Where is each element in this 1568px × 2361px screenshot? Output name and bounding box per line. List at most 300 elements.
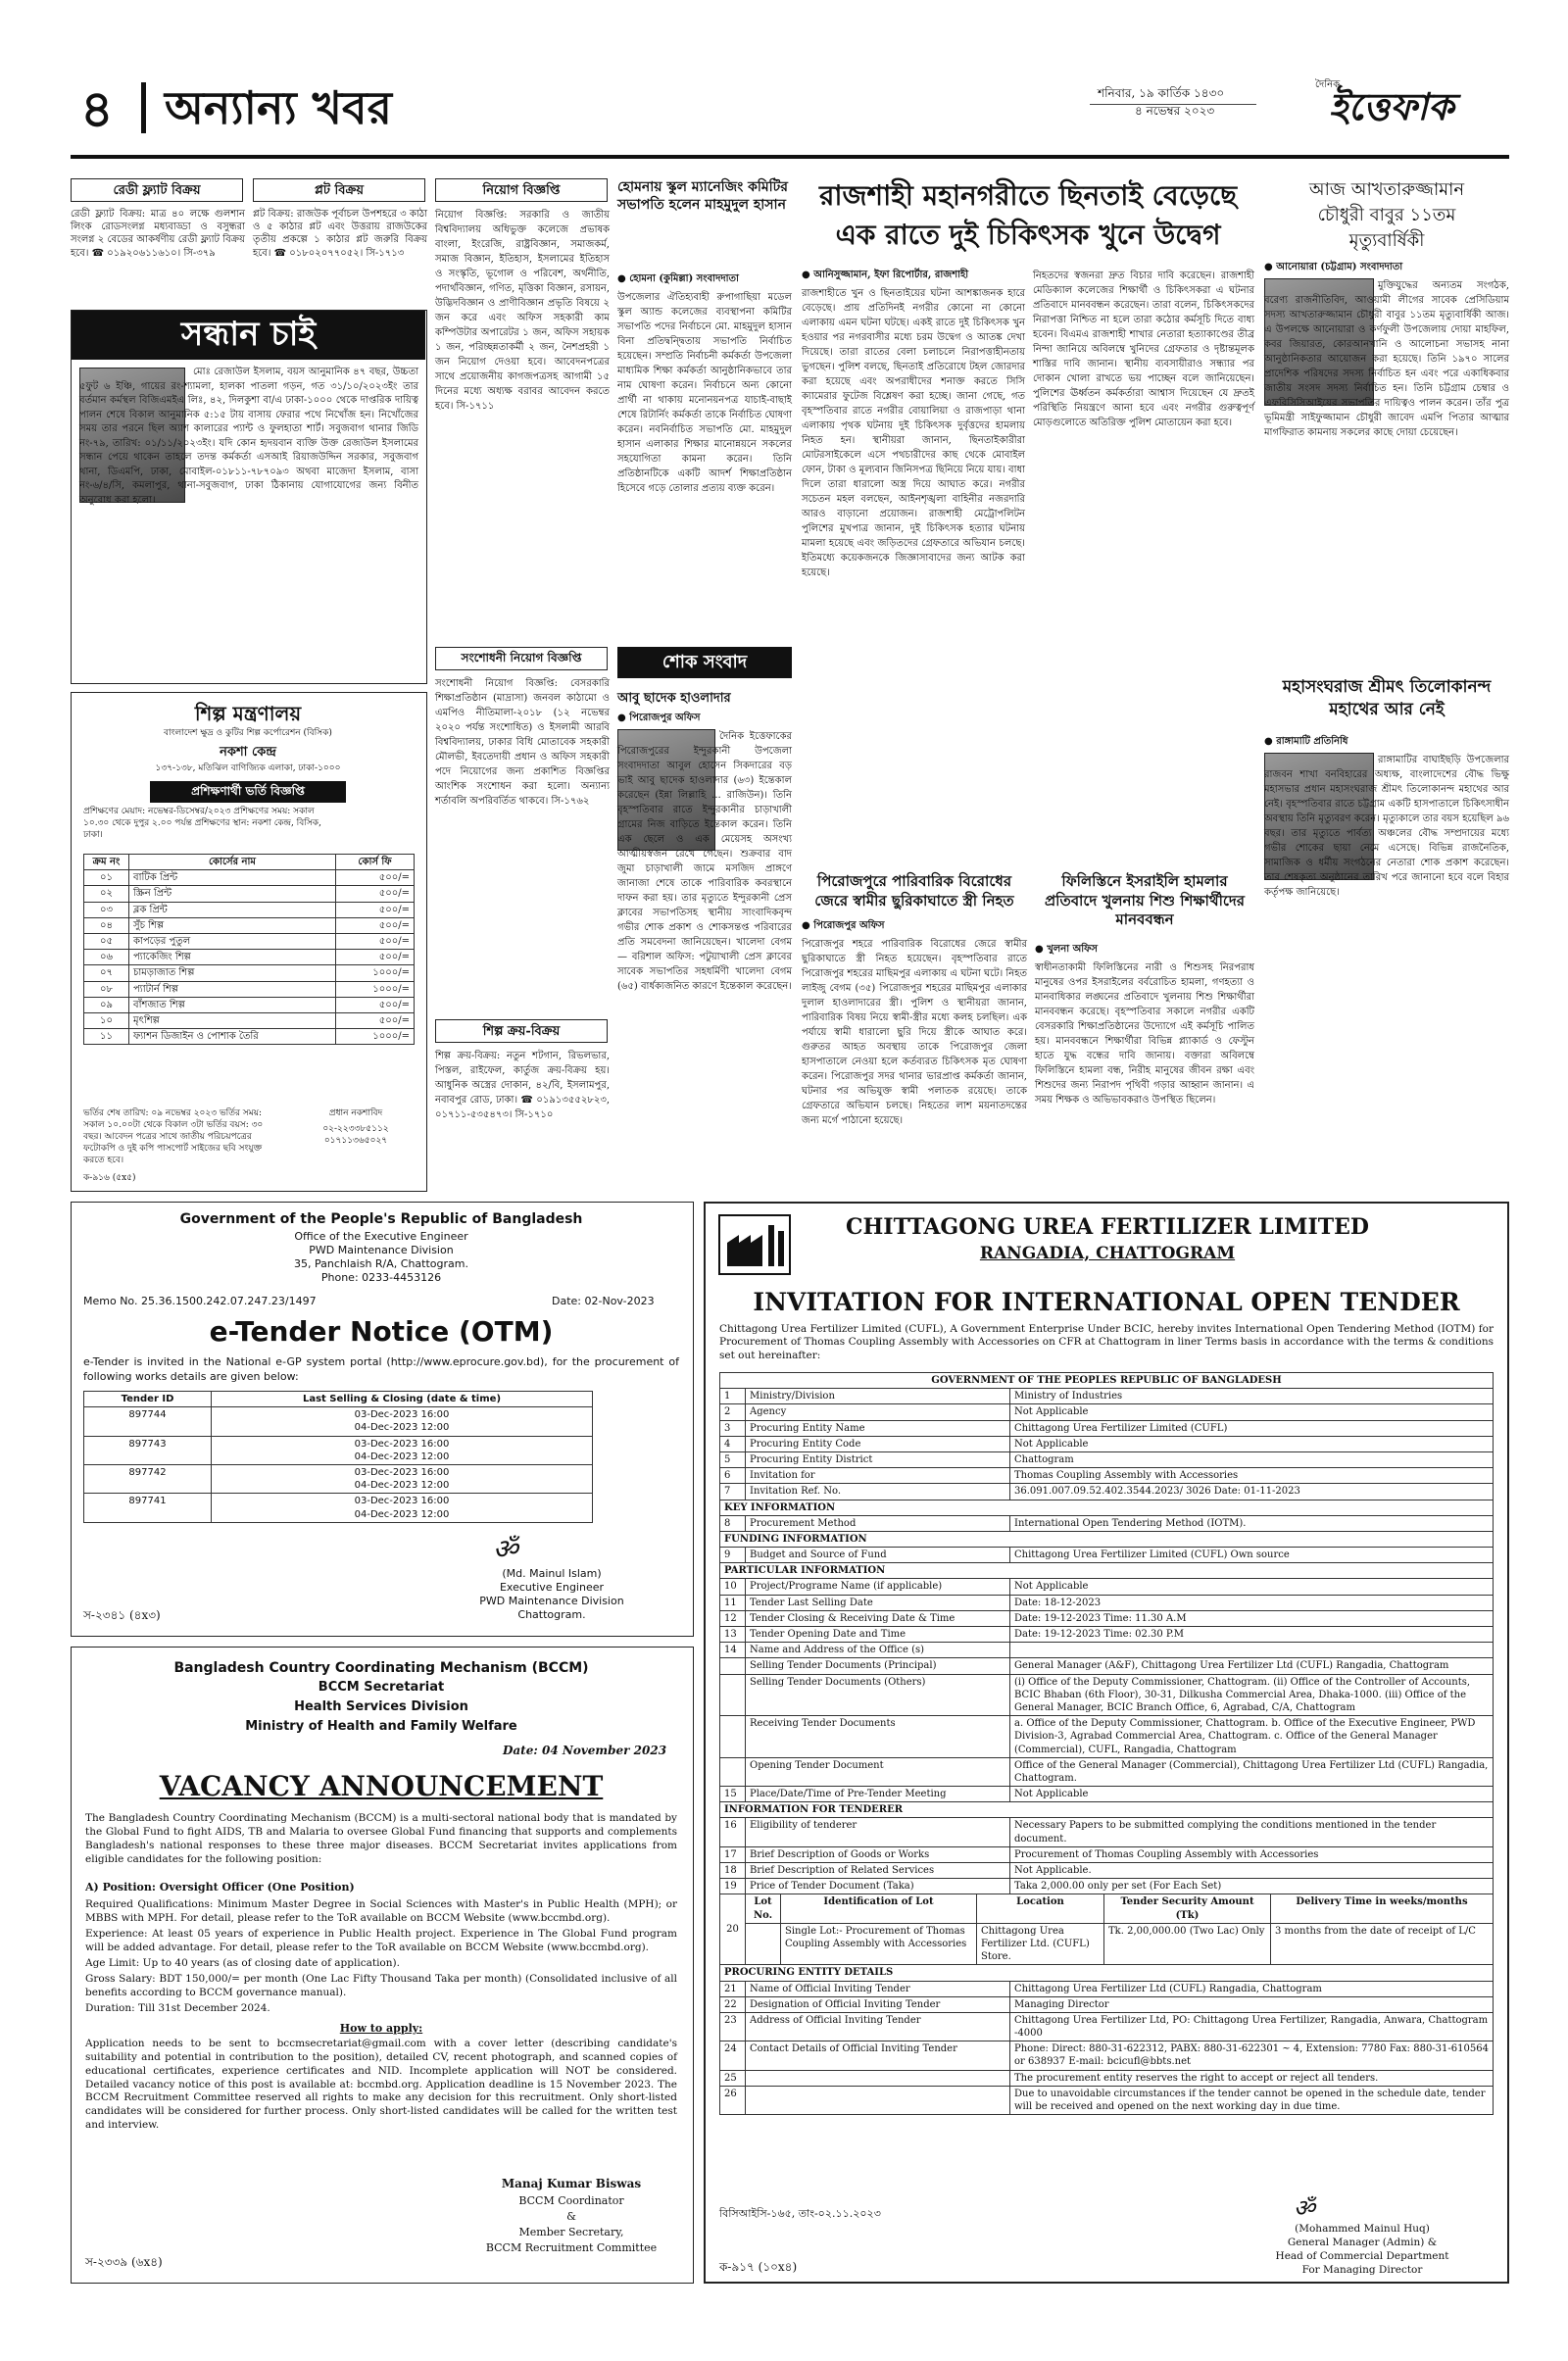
arms-shop-ad bbox=[435, 1019, 610, 1192]
table-row bbox=[720, 1627, 1494, 1643]
bccm-ministry: Ministry of Health and Family Welfare bbox=[245, 1719, 517, 1734]
obituary bbox=[617, 647, 792, 1192]
table-cell: মৃৎশিল্প bbox=[129, 1012, 336, 1028]
table-cell: Procuring Entity District bbox=[746, 1451, 1010, 1467]
wanted-notice bbox=[71, 310, 427, 684]
table-row bbox=[720, 2070, 1494, 2086]
rajshahi-article bbox=[802, 178, 1254, 861]
table-row bbox=[84, 1029, 415, 1045]
homna-byline: ● হোমনা (কুমিল্লা) সংবাদদাতা bbox=[617, 273, 739, 284]
cufl-tenderer: INFORMATION FOR TENDERER bbox=[720, 1802, 1494, 1818]
table-row bbox=[84, 997, 415, 1012]
table-cell: ৫০০/= bbox=[336, 1012, 415, 1028]
bccm-intro: The Bangladesh Country Coordinating Mechanism (BCCM) is a multi-sectoral national body that is mandated by the Global Fund to fight AIDS, TB and Malaria to oversee Global Fund financing that supports and complements Bangladesh's national responses to these three major diseases. BCCM Secretariat invites applications from eligible candidates for the following position: bbox=[85, 1812, 677, 1865]
cufl-table-gov bbox=[719, 1372, 1494, 1894]
masthead-rule bbox=[71, 155, 1509, 159]
table-cell: ০৮ bbox=[84, 981, 129, 997]
tender-closing-date: 04-Dec-2023 12:00 bbox=[354, 1422, 450, 1434]
anniversary-body: মুক্তিযুদ্ধের অন্যতম সংগঠক, বরেণ্য রাজনীতিবিদ, আওয়ামী লীগের সাবেক প্রেসিডিয়াম সদস্য আখতারুজ্জামান চৌধুরী বাবুর ১১তম মৃত্যুবার্ষিকী আজ। এ উপলক্ষে আনোয়ারা ও কর্ণফুলী উপজেলায় দোয়া মাহফিল, কবর জিয়ারত, কোরআনখানি ও আলোচনা সভাসহ নানা আনুষ্ঠানিকতার আয়োজন করা হয়েছে। তিনি ১৯৭০ সালের প্রাদেশিক পরিষদের সদস্য নির্বাচিত হন এবং পরে একাধিকবার জাতীয় সংসদ সদস্য নির্বাচিত হন। তিনি চট্টগ্রাম চেম্বার ও এফবিসিসিআইয়ের সভাপতির দায়িত্বও পালন করেন। তাঁর পুত্র ভূমিমন্ত্রী সাইফুজ্জামান চৌধুরী জাবেদ এমপি পিতার আত্মার মাগফিরাত কামনায় সকলের কাছে দোয়া চেয়েছেন। bbox=[1264, 280, 1509, 438]
table-cell: ১০ bbox=[84, 1012, 129, 1028]
table-cell: প্যাকেজিং শিল্প bbox=[129, 950, 336, 965]
cufl-lot-col-no: Lot No. bbox=[746, 1894, 781, 1923]
table-cell bbox=[720, 1716, 746, 1758]
table-cell: 21 bbox=[720, 1981, 746, 1996]
job-ad bbox=[435, 178, 610, 639]
cufl-entity: PROCURING ENTITY DETAILS bbox=[720, 1965, 1494, 1981]
cufl-funding: FUNDING INFORMATION bbox=[720, 1531, 1494, 1547]
table-cell: ০৬ bbox=[84, 950, 129, 965]
khulna-byline: ● খুলনা অফিস bbox=[1035, 944, 1099, 955]
table-cell: Managing Director bbox=[1010, 1996, 1494, 2012]
cufl-place: RANGADIA, CHATTOGRAM bbox=[979, 1244, 1236, 1263]
otm-tender-notice bbox=[71, 1202, 694, 1637]
table-cell: ৫০০/= bbox=[336, 870, 415, 886]
table-cell: চামড়াজাত শিল্প bbox=[129, 965, 336, 981]
cufl-key: KEY INFORMATION bbox=[720, 1500, 1494, 1515]
table-row bbox=[84, 965, 415, 981]
tender-selling-date: 03-Dec-2023 16:00 bbox=[354, 1409, 450, 1421]
table-cell: ৫০০/= bbox=[336, 902, 415, 917]
table-cell: ৫০০/= bbox=[336, 997, 415, 1012]
pirojpur-body: পিরোজপুর শহরে পারিবারিক বিরোধের জেরে স্বামীর ছুরিকাঘাতে স্ত্রী নিহত হয়েছেন। বৃহস্পতিবার রাতে পিরোজপুর শহরের মাছিমপুর এলাকায় এ ঘটনা ঘটে। নিহত লাইজু বেগম (৩৫) পিরোজপুর শহরের মাছিমপুর এলাকার দুলাল হাওলাদারের স্ত্রী। পুলিশ ও স্থানীয়রা জানান, পারিবারিক বিষয় নিয়ে স্বামী-স্ত্রীর মধ্যে কলহ চলছিল। এক পর্যায়ে স্বামী ধারালো ছুরি দিয়ে স্ত্রীকে আঘাত করে। গুরুতর আহত অবস্থায় তাকে পিরোজপুর জেলা হাসপাতালে নেওয়া হলে কর্তব্যরত চিকিৎসক মৃত ঘোষণা করেন। পিরোজপুর সদর থানার ভারপ্রাপ্ত কর্মকর্তা জানান, ঘটনার পর অভিযুক্ত স্বামী পলাতক রয়েছে। তাকে গ্রেফতারে অভিযান চলছে। নিহতের লাশ ময়নাতদন্তের জন্য মর্গে পাঠানো হয়েছে। bbox=[802, 939, 1027, 1126]
table-cell: Not Applicable bbox=[1010, 1787, 1494, 1802]
anniversary-article bbox=[1264, 178, 1509, 666]
table-cell: ৫০০/= bbox=[336, 886, 415, 902]
obituary-byline: ● পিরোজপুর অফিস bbox=[617, 713, 701, 723]
table-cell: 14 bbox=[720, 1643, 746, 1658]
table-cell: 8 bbox=[720, 1515, 746, 1531]
table-row bbox=[720, 1879, 1494, 1894]
table-cell: 1 bbox=[720, 1389, 746, 1404]
ministry-phone: ০২-২২৩৩৮৫১১২ ০১৭১১৩৬৫০২৭ bbox=[322, 1124, 389, 1146]
anniversary-line-2: চৌধুরী বাবুর ১১তম bbox=[1317, 205, 1456, 225]
table-row bbox=[720, 1610, 1494, 1626]
table-row bbox=[84, 1012, 415, 1028]
table-cell: 15 bbox=[720, 1787, 746, 1802]
table-cell: Not Applicable bbox=[1010, 1579, 1494, 1595]
tender-selling-date: 03-Dec-2023 16:00 bbox=[354, 1466, 450, 1478]
table-cell: Chittagong Urea Fertilizer Ltd (CUFL) Rangadia, Chattogram bbox=[1010, 1981, 1494, 1996]
cufl-lot-delivery: 3 months from the date of receipt of L/C bbox=[1271, 1923, 1494, 1965]
table-cell: বাটিক প্রিন্ট bbox=[129, 870, 336, 886]
table-row bbox=[84, 1464, 593, 1493]
anniversary-byline: ● আনোয়ারা (চট্টগ্রাম) সংবাদদাতা bbox=[1264, 262, 1403, 272]
cufl-bcic-ref: বিসিআইসি-১৬৫, তাং-০২.১১.২০২৩ bbox=[719, 2207, 881, 2220]
table-cell: ০৭ bbox=[84, 965, 129, 981]
bccm-ref: স-২৩৩৯ (৬x৪) bbox=[85, 2255, 163, 2269]
cufl-sign-3: For Managing Director bbox=[1301, 2264, 1423, 2276]
table-cell: Tender Closing & Receiving Date & Time bbox=[746, 1610, 1010, 1626]
tender-closing-date: 04-Dec-2023 12:00 bbox=[354, 1508, 450, 1520]
table-cell: Designation of Official Inviting Tender bbox=[746, 1996, 1010, 2012]
otm-title: e-Tender Notice (OTM) bbox=[209, 1315, 554, 1348]
table-cell: Receiving Tender Documents bbox=[746, 1716, 1010, 1758]
cufl-lot-row-no: 20 bbox=[720, 1894, 746, 1965]
table-cell: 7 bbox=[720, 1484, 746, 1500]
paper-logo bbox=[1307, 76, 1503, 133]
table-cell: Project/Programe Name (if applicable) bbox=[746, 1579, 1010, 1595]
table-cell: The procurement entity reserves the right to accept or reject all tenders. bbox=[1010, 2070, 1494, 2086]
table-cell: ০২ bbox=[84, 886, 129, 902]
table-cell bbox=[746, 2086, 1010, 2114]
paper-logo-name: ইত্তেফাক bbox=[1329, 84, 1454, 128]
tender-id: 897743 bbox=[84, 1436, 212, 1464]
table-row bbox=[720, 2041, 1494, 2070]
table-cell: ১০০০/= bbox=[336, 965, 415, 981]
job-heading: নিয়োগ বিজ্ঞপ্তি bbox=[435, 178, 608, 202]
arms-shop-heading: শিল্প ক্রয়-বিক্রয় bbox=[435, 1019, 608, 1043]
table-row bbox=[84, 917, 415, 933]
table-cell: a. Office of the Deputy Commissioner, Chattogram. b. Office of the Executive Engineer, PWD Division-3, Agrabad Commercial Area, Chattogram. c. Office of the General Manager (Commercial), CUFL, Rangadia, Chattogram bbox=[1010, 1716, 1494, 1758]
table-cell: Chittagong Urea Fertilizer Ltd, PO: Chittagong Urea Fertilizer, Rangadia, Anwara, Chattogram -4000 bbox=[1010, 2012, 1494, 2041]
table-cell: 10 bbox=[720, 1579, 746, 1595]
table-cell: 17 bbox=[720, 1846, 746, 1862]
wanted-title: সন্ধান চাই bbox=[72, 311, 425, 360]
table-cell: Procuring Entity Code bbox=[746, 1436, 1010, 1451]
table-row bbox=[720, 1420, 1494, 1436]
khulna-body: স্বাধীনতাকামী ফিলিস্তিনের নারী ও শিশুসহ নিরপরাধ মানুষের ওপর ইসরাইলের বর্বরোচিত হামলা, গণহত্যা ও মানবাধিকার লঙ্ঘনের প্রতিবাদে খুলনায় শিশু শিক্ষার্থীরা মানববন্ধন করেছে। বৃহস্পতিবার সকালে নগরীর একটি বেসরকারি শিক্ষাপ্রতিষ্ঠানের উদ্যোগে এই কর্মসূচি পালিত হয়। মানববন্ধনে শিক্ষার্থীরা বিভিন্ন প্ল্যাকার্ড ও ফেস্টুন হাতে যুদ্ধ বন্ধের দাবি জানায়। বক্তারা অবিলম্বে ফিলিস্তিনে হামলা বন্ধ, নিরীহ মানুষের জীবন রক্ষা এবং শিশুদের জন্য নিরাপদ পৃথিবী গড়ার আহ্বান জানান। এ সময় শিক্ষক ও অভিভাবকরাও উপস্থিত ছিলেন। bbox=[1035, 962, 1254, 1106]
table-cell: 19 bbox=[720, 1879, 746, 1894]
table-row bbox=[720, 1787, 1494, 1802]
plot-sale-heading: প্লট বিক্রয় bbox=[253, 178, 425, 202]
table-cell: 26 bbox=[720, 2086, 746, 2114]
bccm-qualifications: Required Qualifications: Minimum Master Degree in Social Sciences with Master's in Public Health (MPH); or MBBS with MPH. For detail, please refer to the ToR available on BCCM Website (www.bccmbd.org). bbox=[85, 1898, 677, 1924]
otm-office: Office of the Executive Engineer bbox=[294, 1230, 468, 1243]
ministry-footer: ভর্তির শেষ তারিখ: ০৯ নভেম্বর ২০২৩ ভর্তির সময়: সকাল ১০.০০টা থেকে বিকাল ৩টা ভর্তির বয়স: ৩০ বছর। আবেদন পত্রের সাথে জাতীয় পরিচয়পত্রের ফটোকপি ও দুই কপি পাসপোর্ট সাইজের ছবি সংযুক্ত করতে হবে। bbox=[83, 1108, 264, 1165]
table-cell: 11 bbox=[720, 1595, 746, 1610]
tender-dates bbox=[212, 1464, 593, 1493]
table-row bbox=[720, 1389, 1494, 1404]
table-row bbox=[720, 1451, 1494, 1467]
ministry-admission-notice bbox=[71, 692, 427, 1192]
homna-article bbox=[617, 178, 792, 631]
table-cell: Name of Official Inviting Tender bbox=[746, 1981, 1010, 1996]
table-row bbox=[720, 1716, 1494, 1758]
table-row bbox=[84, 933, 415, 949]
table-cell: 22 bbox=[720, 1996, 746, 2012]
table-cell: স্ক্রিন প্রিন্ট bbox=[129, 886, 336, 902]
table-cell: Date: 18-12-2023 bbox=[1010, 1595, 1494, 1610]
table-cell: ফ্যাশন ডিজাইন ও পোশাক তৈরি bbox=[129, 1029, 336, 1045]
table-cell: Eligibility of tenderer bbox=[746, 1818, 1010, 1846]
table-cell: 4 bbox=[720, 1436, 746, 1451]
table-cell: Agency bbox=[746, 1404, 1010, 1420]
tender-selling-date: 03-Dec-2023 16:00 bbox=[354, 1496, 450, 1507]
table-cell bbox=[1010, 1643, 1494, 1658]
table-row bbox=[720, 1643, 1494, 1658]
cufl-table bbox=[719, 1372, 1494, 2115]
otm-address: 35, Panchlaish R/A, Chattogram. bbox=[294, 1257, 468, 1270]
date-bangla: শনিবার, ১৯ কার্তিক ১৪৩০ bbox=[1098, 86, 1225, 100]
table-row bbox=[84, 1436, 593, 1464]
cufl-intro: Chittagong Urea Fertilizer Limited (CUFL), A Government Enterprise Under BCIC, hereby invites International Open Tendering Method (IOTM) for Procurement of Thomas Coupling Assembly with Accessories on CFR at Chattogram in liner Terms basis in accordance with the terms & conditions set out hereinafter: bbox=[719, 1323, 1494, 1361]
bccm-division: Health Services Division bbox=[294, 1699, 468, 1714]
obituary-headline: আবু ছাদেক হাওলাদার bbox=[617, 691, 731, 706]
revised-job-heading: সংশোধনী নিয়োগ বিজ্ঞপ্তি bbox=[435, 647, 608, 670]
flat-sale-heading: রেডী ফ্ল্যাট বিক্রয় bbox=[71, 178, 243, 202]
khulna-headline: ফিলিস্তিনে ইসরাইলি হামলার প্রতিবাদে খুলনায় শিশু শিক্ষার্থীদের মানববন্ধন bbox=[1044, 872, 1246, 928]
table-cell: Chattogram bbox=[1010, 1451, 1494, 1467]
table-cell: General Manager (A&F), Chittagong Urea Fertilizer Ltd (CUFL) Rangadia, Chattogram bbox=[1010, 1658, 1494, 1674]
course-col-fee: কোর্স ফি bbox=[336, 855, 415, 870]
table-cell: 6 bbox=[720, 1468, 746, 1484]
rajshahi-body-2: নিহতদের স্বজনরা দ্রুত বিচার দাবি করেছেন। রাজশাহী মেডিক্যাল কলেজের শিক্ষার্থী ও চিকিৎসকরা এ ঘটনার প্রতিবাদে মানববন্ধন করেছেন। তারা বলেন, চিকিৎসকদের নিরাপত্তা নিশ্চিত না হলে তারা কঠোর কর্মসূচি দিতে বাধ্য হবেন। বিএমএ রাজশাহী শাখার নেতারা হত্যাকাণ্ডের তীব্র নিন্দা জানিয়ে অবিলম্বে খুনিদের গ্রেফতার ও দৃষ্টান্তমূলক শাস্তির দাবি জানান। স্থানীয় ব্যবসায়ীরাও সন্ধ্যার পর দোকান খোলা রাখতে ভয় পাচ্ছেন বলে জানিয়েছেন। পুলিশের ঊর্ধ্বতন কর্মকর্তারা আশ্বাস দিয়েছেন যে দ্রুতই পরিস্থিতি নিয়ন্ত্রণে আনা হবে এবং নগরীর গুরুত্বপূর্ণ মোড়গুলোতে অতিরিক্ত পুলিশ মোতায়েন করা হবে। bbox=[1033, 271, 1254, 428]
table-row bbox=[84, 902, 415, 917]
otm-sign-name: (Md. Mainul Islam) bbox=[502, 1567, 602, 1580]
flat-sale-ad bbox=[71, 178, 245, 301]
table-cell: ৫০০/= bbox=[336, 950, 415, 965]
table-row bbox=[720, 1595, 1494, 1610]
bccm-sign-4: BCCM Recruitment Committee bbox=[485, 2241, 658, 2254]
table-cell: International Open Tendering Method (IOTM). bbox=[1010, 1515, 1494, 1531]
table-cell: Chittagong Urea Fertilizer Limited (CUFL) Own source bbox=[1010, 1548, 1494, 1563]
cufl-sign-name: (Mohammed Mainul Huq) bbox=[1295, 2223, 1430, 2235]
table-cell: Not Applicable bbox=[1010, 1436, 1494, 1451]
table-cell: ০১ bbox=[84, 870, 129, 886]
bccm-apply-text: Application needs to be sent to bccmsecretariat@gmail.com with a cover letter (describing candidate's suitability and potential in contribution to the position), detailed CV, recent photograph, and scanned copies of educational certificates, experience certificates and NID. Incomplete application will NOT be considered. Detailed vacancy notice of this post is available at: bccmbd.org. Application deadline is 15 November 2023. The BCCM Recruitment Committee reserved all rights to make any decision for this recruitment. Only short-listed candidates will be considered for further process. Only short-listed candidates will be called for the written test and interview. bbox=[85, 2038, 677, 2132]
ministry-center: নকশা কেন্দ্র bbox=[220, 745, 276, 760]
flat-sale-text: রেডী ফ্ল্যাট বিক্রয়: মাত্র ৪০ লক্ষে গুলশান লিংক রোডসংলগ্ন মধ্যবাড্ডা ও বসুন্ধরা সংলগ্ন ২ বেডের আকর্ষণীয় রেডী ফ্ল্যাট বিক্রয় হবে। ☎ ০১৯২০৬১১৬১০। সি-৩৭৯ bbox=[71, 209, 245, 259]
table-row bbox=[720, 1484, 1494, 1500]
cufl-lot-table bbox=[719, 1894, 1494, 1965]
anniversary-line-3: মৃত্যুবার্ষিকী bbox=[1348, 230, 1425, 251]
cufl-company: CHITTAGONG UREA FERTILIZER LIMITED bbox=[846, 1214, 1369, 1240]
table-cell bbox=[720, 1757, 746, 1786]
obituary-label: শোক সংবাদ bbox=[617, 647, 792, 678]
table-row bbox=[720, 1548, 1494, 1563]
cufl-lot-ident: Single Lot:- Procurement of Thomas Coupling Assembly with Accessories bbox=[781, 1923, 977, 1965]
table-cell: ১০০০/= bbox=[336, 981, 415, 997]
date-rule bbox=[1090, 104, 1256, 105]
table-cell: Place/Date/Time of Pre-Tender Meeting bbox=[746, 1787, 1010, 1802]
bccm-experience: Experience: At least 05 years of experience in Public Health project. Experience in The Global Fund program will be added advantage. For detail, please refer to the ToR available on BCCM Website (www.bccmbd.org). bbox=[85, 1928, 677, 1953]
table-cell: Budget and Source of Fund bbox=[746, 1548, 1010, 1563]
table-cell: Ministry/Division bbox=[746, 1389, 1010, 1404]
tender-id: 897744 bbox=[84, 1407, 212, 1436]
course-col-serial: ক্রম নং bbox=[84, 855, 129, 870]
otm-signature: ॐ bbox=[493, 1533, 518, 1565]
tender-id: 897741 bbox=[84, 1494, 212, 1522]
tender-closing-date: 04-Dec-2023 12:00 bbox=[354, 1451, 450, 1462]
monk-byline: ● রাঙ্গামাটি প্রতিনিধি bbox=[1264, 736, 1348, 747]
table-cell: ১১ bbox=[84, 1029, 129, 1045]
tender-id: 897742 bbox=[84, 1464, 212, 1493]
table-cell: Tender Opening Date and Time bbox=[746, 1627, 1010, 1643]
ministry-chief: প্রধান নকশাবিদ bbox=[328, 1108, 383, 1118]
otm-sign-title: Executive Engineer bbox=[499, 1581, 605, 1594]
table-row bbox=[84, 950, 415, 965]
table-cell bbox=[746, 2070, 1010, 2086]
otm-intro: e-Tender is invited in the National e-GP system portal (http://www.eprocure.gov.bd), for the procurement of following works details are given below: bbox=[83, 1355, 679, 1383]
plot-sale-text: প্লট বিক্রয়: রাজউক পূর্বাচল উপশহরে ৩ কাঠা ও ৫ কাঠার প্লট এবং উত্তরায় রাজউকের তৃতীয় প্রকল্পে ১ কাঠার প্লট জরুরি বিক্রয় হবে। ☎ ০১৮০২০৭৭০৫২। সি-১৭১৩ bbox=[253, 209, 427, 259]
table-cell: Phone: Direct: 880-31-622312, PABX: 880-31-622301 ~ 4, Extension: 7780 Fax: 880-31-610564 or 638937 E-mail: bcicufl@bbts.net bbox=[1010, 2041, 1494, 2070]
table-row bbox=[84, 981, 415, 997]
table-cell: Brief Description of Related Services bbox=[746, 1863, 1010, 1879]
tender-dates bbox=[212, 1494, 593, 1522]
table-cell: ০৪ bbox=[84, 917, 129, 933]
table-cell: 9 bbox=[720, 1548, 746, 1563]
homna-headline: হোমনায় স্কুল ম্যানেজিং কমিটির সভাপতি হলেন মাহমুদুল হাসান bbox=[617, 179, 789, 214]
table-row bbox=[720, 1674, 1494, 1716]
bccm-org: Bangladesh Country Coordinating Mechanism (BCCM) bbox=[173, 1660, 589, 1676]
table-cell: বাঁশজাত শিল্প bbox=[129, 997, 336, 1012]
otm-division: PWD Maintenance Division bbox=[309, 1244, 454, 1256]
rajshahi-headline-1: রাজশাহী মহানগরীতে ছিনতাই বেড়েছে bbox=[818, 179, 1238, 212]
table-cell: ০৩ bbox=[84, 902, 129, 917]
table-cell: সুঁচ শিল্প bbox=[129, 917, 336, 933]
revised-job-text: সংশোধনী নিয়োগ বিজ্ঞপ্তি: বেসরকারি শিক্ষাপ্রতিষ্ঠান (মাদ্রাসা) জনবল কাঠামো ও এমপিও নীতিমালা-২০১৮ (১২ নভেম্বর ২০২০ পর্যন্ত সংশোধিত) ও ইসলামী আরবি বিশ্ববিদ্যালয়, ঢাকার বিধি মোতাবেক সহকারী মৌলভী, ইবতেদায়ী প্রধান ও অফিস সহকারী পদে নিয়োগের জন্য প্রকাশিত বিজ্ঞপ্তির আংশিক সংশোধন করা হলো। অন্যান্য শর্তাবলি অপরিবর্তিত থাকবে। সি-১৭৬২ bbox=[435, 678, 610, 807]
table-cell: Procuring Entity Name bbox=[746, 1420, 1010, 1436]
table-cell: Tender Last Selling Date bbox=[746, 1595, 1010, 1610]
bccm-age: Age Limit: Up to 40 years (as of closing date of application). bbox=[85, 1957, 400, 1969]
table-cell: Invitation for bbox=[746, 1468, 1010, 1484]
table-cell: Selling Tender Documents (Others) bbox=[746, 1674, 1010, 1716]
bccm-sign-2: & bbox=[566, 2210, 576, 2223]
course-table bbox=[83, 854, 415, 1045]
cufl-particular: PARTICULAR INFORMATION bbox=[720, 1563, 1494, 1579]
table-row bbox=[720, 1404, 1494, 1420]
table-row bbox=[720, 1863, 1494, 1879]
ministry-ref: ক-৯১৬ (৫x৫) bbox=[83, 1173, 136, 1183]
cufl-sign-1: General Manager (Admin) & bbox=[1287, 2237, 1438, 2248]
otm-sign-division: PWD Maintenance Division bbox=[479, 1595, 624, 1607]
table-row bbox=[84, 886, 415, 902]
table-row bbox=[720, 1468, 1494, 1484]
page-number: ৪ bbox=[80, 79, 114, 139]
section-title: অন্যান্য খবর bbox=[165, 81, 392, 134]
table-row bbox=[720, 1658, 1494, 1674]
otm-col-id: Tender ID bbox=[84, 1392, 212, 1407]
cufl-lot-security: Tk. 2,00,000.00 (Two Lac) Only bbox=[1104, 1923, 1271, 1965]
cufl-sign-2: Head of Commercial Department bbox=[1275, 2250, 1449, 2262]
table-cell: 16 bbox=[720, 1818, 746, 1846]
table-cell: Not Applicable bbox=[1010, 1404, 1494, 1420]
rajshahi-byline: ● আনিসুজ্জামান, ইফা রিপোর্টার, রাজশাহী bbox=[802, 270, 969, 280]
obituary-body: দৈনিক ইত্তেফাকের পিরোজপুরের ইন্দুরকানী উপজেলা সংবাদদাতা আবুল হোসেন সিকদারের বড় ভাই আবু ছাদেক হাওলাদার (৬৩) ইন্তেকাল করেছেন (ইন্না লিল্লাহি ... রাজিউন)। তিনি বৃহস্পতিবার রাতে ইন্দুরকানীর চাড়াখালী গ্রামের নিজ বাড়িতে ইন্তেকাল করেন। তিনি এক ছেলে ও এক মেয়েসহ অসংখ্য আত্মীয়স্বজন রেখে গেছেন। শুক্রবার বাদ জুমা চাড়াখালী জামে মসজিদ প্রাঙ্গণে জানাজা শেষে তাকে পারিবারিক কবরস্থানে দাফন করা হয়। তার মৃত্যুতে ইন্দুরকানী প্রেস ক্লাবের সভাপতিসহ স্থানীয় সাংবাদিকবৃন্দ গভীর শোক প্রকাশ ও শোকসন্তপ্ত পরিবারের প্রতি সমবেদনা জানিয়েছেন। খালেদা বেগম — বরিশাল অফিস: পটুয়াখালী প্রেস ক্লাবের সাবেক সভাপতির সহধর্মিণী খালেদা বেগম (৬৫) বার্ধক্যজনিত কারণে ইন্তেকাল করেছেন। bbox=[617, 731, 792, 992]
table-cell: Price of Tender Document (Taka) bbox=[746, 1879, 1010, 1894]
table-cell: Name and Address of the Office (s) bbox=[746, 1643, 1010, 1658]
table-cell: Date: 19-12-2023 Time: 02.30 P.M bbox=[1010, 1627, 1494, 1643]
table-cell: (i) Office of the Deputy Commissioner, Chattogram. (ii) Office of the Controller of Accounts, BCIC Bhaban (6th Floor), 30-31, Dilkusha Commercial Area, Dhaka-1000. (iii) Office of the General Manager, BCIC Branch Office, 6, Agrabad, C/A, Chattogram bbox=[1010, 1674, 1494, 1716]
anniversary-line-1: আজ আখতারুজ্জামান bbox=[1308, 179, 1465, 200]
table-cell: ১০০০/= bbox=[336, 1029, 415, 1045]
table-cell: ০৫ bbox=[84, 933, 129, 949]
table-cell: 23 bbox=[720, 2012, 746, 2041]
table-cell: Date: 19-12-2023 Time: 11.30 A.M bbox=[1010, 1610, 1494, 1626]
table-cell: 25 bbox=[720, 2070, 746, 2086]
homna-body: উপজেলার ঐতিহ্যবাহী রুপাগাছিয়া মডেল স্কুল অ্যান্ড কলেজের ব্যবস্থাপনা কমিটির সভাপতি পদের নির্বাচনে মো. মাহমুদুল হাসান বিনা প্রতিদ্বন্দ্বিতায় সভাপতি নির্বাচিত হয়েছেন। সম্প্রতি নির্বাচনী কর্মকর্তা উপজেলা মাধ্যমিক শিক্ষা কর্মকর্তা আনুষ্ঠানিকভাবে তার নাম ঘোষণা করেন। নির্বাচনে অন্য কোনো প্রার্থী না থাকায় মনোনয়নপত্র যাচাই-বাছাই শেষে রিটার্নিং কর্মকর্তা তাকে নির্বাচিত ঘোষণা করেন। নবনির্বাচিত সভাপতি মো. মাহমুদুল হাসান এলাকার শিক্ষার মানোন্নয়নে সকলের সহযোগিতা কামনা করেন। তিনি প্রতিষ্ঠানটিকে একটি আদর্শ শিক্ষাপ্রতিষ্ঠান হিসেবে গড়ে তোলার প্রত্যয় ব্যক্ত করেন। bbox=[617, 292, 792, 494]
table-cell: 24 bbox=[720, 2041, 746, 2070]
table-cell: Brief Description of Goods or Works bbox=[746, 1846, 1010, 1862]
cufl-lot-col-security: Tender Security Amount (Tk) bbox=[1104, 1894, 1271, 1923]
table-cell: ৫০০/= bbox=[336, 917, 415, 933]
bccm-salary: Gross Salary: BDT 150,000/= per month (One Lac Fifty Thousand Taka per month) (Consolidated inclusive of all benefits according to BCCM governance manual). bbox=[85, 1973, 677, 1998]
table-cell: প্যাটার্ন শিল্প bbox=[129, 981, 336, 997]
cufl-ref: ক-৯১৭ (১০x৪) bbox=[719, 2260, 798, 2274]
table-cell: Procurement of Thomas Coupling Assembly with Accessories bbox=[1010, 1846, 1494, 1862]
table-cell: 3 bbox=[720, 1420, 746, 1436]
otm-ref: স-২৩৪১ (৪x৩) bbox=[83, 1608, 161, 1622]
pirojpur-byline: ● পিরোজপুর অফিস bbox=[802, 920, 885, 931]
otm-phone: Phone: 0233-4453126 bbox=[320, 1271, 442, 1284]
cufl-signature: ॐ bbox=[1294, 2194, 1315, 2222]
course-col-name: কোর্সের নাম bbox=[129, 855, 336, 870]
table-row bbox=[720, 2012, 1494, 2041]
table-cell: Opening Tender Document bbox=[746, 1757, 1010, 1786]
cufl-lot-col-delivery: Delivery Time in weeks/months bbox=[1271, 1894, 1494, 1923]
rajshahi-headline-2: এক রাতে দুই চিকিৎসক খুনে উদ্বেগ bbox=[835, 219, 1221, 251]
monk-body: রাঙ্গামাটির বাঘাইছড়ি উপজেলার রাজবন শাখা বনবিহারের অধ্যক্ষ, বাংলাদেশের বৌদ্ধ ভিক্ষু মহাসভার প্রধান মহাসংঘরাজ শ্রীমৎ তিলোকানন্দ মহাথের আর নেই। বৃহস্পতিবার রাতে চট্টগ্রাম একটি হাসপাতালে চিকিৎসাধীন অবস্থায় তিনি মৃত্যুবরণ করেন। মৃত্যুকালে তার বয়স হয়েছিল ৯৬ বছর। তার মৃত্যুতে পার্বত্য অঞ্চলের বৌদ্ধ সম্প্রদায়ের মধ্যে গভীর শোকের ছায়া নেমে এসেছে। বিভিন্ন রাজনৈতিক, সামাজিক ও ধর্মীয় সংগঠনের নেতারা শোক প্রকাশ করেছেন। তার শেষকৃত্য অনুষ্ঠানের তারিখ পরে জানানো হবে বলে বিহার কর্তৃপক্ষ জানিয়েছে। bbox=[1264, 755, 1509, 898]
otm-sign-place: Chattogram. bbox=[517, 1608, 586, 1621]
table-cell: 2 bbox=[720, 1404, 746, 1420]
table-row bbox=[720, 1996, 1494, 2012]
plot-sale-ad bbox=[253, 178, 427, 301]
table-row bbox=[720, 1818, 1494, 1846]
table-cell: Procurement Method bbox=[746, 1515, 1010, 1531]
table-cell: 36.091.007.09.52.402.3544.2023/ 3026 Date: 01-11-2023 bbox=[1010, 1484, 1494, 1500]
otm-col-date: Last Selling & Closing (date & time) bbox=[212, 1392, 593, 1407]
arms-shop-text: শিল্প ক্রয়-বিক্রয়: নতুন শটগান, রিভলভার, পিস্তল, রাইফেল, কার্তুজ ক্রয়-বিক্রয় হয়। আধুনিক অস্ত্রের দোকান, ৪২/বি, ইসলামপুর, নবাবপুর রোড, ঢাকা। ☎ ০১৯১৩৫৫২৮২৩, ০১৭১১-৫৩৫৪৭৩। সি-১৭১০ bbox=[435, 1051, 610, 1120]
ministry-head: প্রশিক্ষণার্থী ভর্তি বিজ্ঞপ্তি bbox=[150, 781, 346, 803]
tender-closing-date: 04-Dec-2023 12:00 bbox=[354, 1480, 450, 1492]
cufl-lot-col-location: Location bbox=[977, 1894, 1104, 1923]
bccm-date: Date: 04 November 2023 bbox=[503, 1744, 667, 1757]
bccm-position: A) Position: Oversight Officer (One Position) bbox=[85, 1881, 355, 1894]
wanted-text: মোঃ রেজাউল ইসলাম, বয়স আনুমানিক ৪৭ বছর, উচ্চতা ৫ফুট ৬ ইঞ্চি, গায়ের রং-শ্যামলা, হালকা পাতলা গড়ন, গত ৩১/১০/২০২৩ইং তার বর্তমান কর্মস্থল বিজিএমইএ লিঃ, ৪২, দিলকুশা বা/এ ঢাকা-১০০০ থেকে দাপ্তরিক দায়িত্ব পালন শেষে বিকাল আনুমানিক ৫:১৫ টায় বাসায় ফেরার পথে নিখোঁজ হন। নিখোঁজের সময় তার পরনে ছিল অ্যাশ কালারের প্যান্ট ও ফুলহাতা শার্ট। সবুজবাগ থানার জিডি নং-৭৯, তারিখ: ০১/১১/২০২৩ইং। যদি কোন হৃদয়বান ব্যক্তি উক্ত রেজাউল ইসলামের সন্ধান পেয়ে থাকেন তাহলে তদন্ত কর্মকর্তা এসআই রিয়াজউদ্দিন সরকার, সবুজবাগ থানা, ডিএমপি, ঢাকা, মোবাইল-০১৮১১-৭৮৭০৯৩ অথবা মাজেদা ইসলাম, বাসা নং-৬/৪/সি, কমলাপুর, থানা-সবুজবাগ, ঢাকা ঠিকানায় যোগাযোগের জন্য বিনীত অনুরোধ করা হলো। bbox=[79, 367, 418, 506]
otm-memo: Memo No. 25.36.1500.242.07.247.23/1497 bbox=[83, 1295, 317, 1307]
pirojpur-article bbox=[802, 872, 1027, 1192]
table-cell: Thomas Coupling Assembly with Accessories bbox=[1010, 1468, 1494, 1484]
table-cell: Not Applicable. bbox=[1010, 1863, 1494, 1879]
table-row bbox=[84, 870, 415, 886]
bccm-sign-name: Manaj Kumar Biswas bbox=[501, 2177, 642, 2190]
date-english: ৪ নভেম্বর ২০২৩ bbox=[1135, 104, 1215, 118]
monk-headline: মহাসংঘরাজ শ্রীমৎ তিলোকানন্দ মহাথের আর নেই bbox=[1282, 677, 1492, 719]
table-cell: 18 bbox=[720, 1863, 746, 1879]
cufl-lot-location: Chittagong Urea Fertilizer Ltd. (CUFL) Store. bbox=[977, 1923, 1104, 1965]
pirojpur-headline: পিরোজপুরে পারিবারিক বিরোধের জেরে স্বামীর ছুরিকাঘাতে স্ত্রী নিহত bbox=[814, 872, 1014, 910]
table-cell: Invitation Ref. No. bbox=[746, 1484, 1010, 1500]
table-row bbox=[720, 1757, 1494, 1786]
ministry-title: শিল্প মন্ত্রণালয় bbox=[194, 702, 302, 725]
bccm-how-to-apply: How to apply: bbox=[339, 2022, 423, 2035]
tender-dates bbox=[212, 1436, 593, 1464]
cufl-title: INVITATION FOR INTERNATIONAL OPEN TENDER bbox=[753, 1288, 1460, 1316]
table-row bbox=[84, 1494, 593, 1522]
table-cell: Necessary Papers to be submitted complying the conditions mentioned in the tender document. bbox=[1010, 1818, 1494, 1846]
cufl-logo bbox=[717, 1213, 792, 1276]
table-row bbox=[720, 1846, 1494, 1862]
table-row bbox=[84, 1407, 593, 1436]
rajshahi-body: রাজশাহীতে খুন ও ছিনতাইয়ের ঘটনা আশঙ্কাজনক হারে বেড়েছে। প্রায় প্রতিদিনই নগরীর কোনো না কোনো এলাকায় এমন ঘটনা ঘটছে। একই রাতে দুই চিকিৎসক খুন হওয়ার পর নগরবাসীর মধ্যে চরম উদ্বেগ ও আতঙ্ক দেখা দিয়েছে। তারা রাতের বেলা চলাচলে নিরাপত্তাহীনতায় ভুগছেন। পুলিশ বলছে, ছিনতাই প্রতিরোধে টহল জোরদার করা হয়েছে এবং অপরাধীদের শনাক্ত করতে সিসি ক্যামেরার ফুটেজ বিশ্লেষণ করা হচ্ছে। জানা গেছে, গত বৃহস্পতিবার রাতে নগরীর বোয়ালিয়া ও রাজপাড়া থানা এলাকায় পৃথক ঘটনায় দুই চিকিৎসক দুর্বৃত্তদের হামলায় নিহত হন। স্থানীয়রা জানান, ছিনতাইকারীরা মোটরসাইকেলে এসে পথচারীদের কাছ থেকে মোবাইল ফোন, টাকা ও মূল্যবান জিনিসপত্র ছিনিয়ে নিয়ে যায়। বাধা দিলে তারা ধারালো অস্ত্র দিয়ে আঘাত করে। নগরীর সচেতন মহল বলছেন, আইনশৃঙ্খলা বাহিনীর নজরদারি আরও বাড়ানো প্রয়োজন। রাজশাহী মেট্রোপলিটন পুলিশের মুখপাত্র জানান, দুই চিকিৎসক হত্যার ঘটনায় মামলা হয়েছে এবং জড়িতদের গ্রেফতারে অভিযান চলছে। ইতিমধ্যে কয়েকজনকে জিজ্ঞাসাবাদের জন্য আটক করা হয়েছে। bbox=[802, 288, 1025, 578]
table-cell: Chittagong Urea Fertilizer Limited (CUFL) bbox=[1010, 1420, 1494, 1436]
table-cell: Selling Tender Documents (Principal) bbox=[746, 1658, 1010, 1674]
table-cell: Due to unavoidable circumstances if the tender cannot be opened in the schedule date, tender will be received and opened on the next working day in due time. bbox=[1010, 2086, 1494, 2114]
revised-job-ad bbox=[435, 647, 610, 1009]
monk-article bbox=[1264, 676, 1509, 1192]
table-row bbox=[720, 1515, 1494, 1531]
otm-date: Date: 02-Nov-2023 bbox=[552, 1295, 655, 1307]
tender-dates bbox=[212, 1407, 593, 1436]
table-cell: 13 bbox=[720, 1627, 746, 1643]
otm-gov: Government of the People's Republic of Bangladesh bbox=[179, 1211, 583, 1227]
table-row bbox=[720, 1981, 1494, 1996]
cufl-tender-notice bbox=[704, 1202, 1509, 2284]
paper-logo-small: দৈনিক bbox=[1315, 79, 1341, 90]
ministry-addr: ১৩৭-১৩৮, মতিঝিল বাণিজ্যিক এলাকা, ঢাকা-১০০০ bbox=[155, 763, 341, 773]
otm-table bbox=[83, 1391, 593, 1523]
table-cell: Contact Details of Official Inviting Tender bbox=[746, 2041, 1010, 2070]
